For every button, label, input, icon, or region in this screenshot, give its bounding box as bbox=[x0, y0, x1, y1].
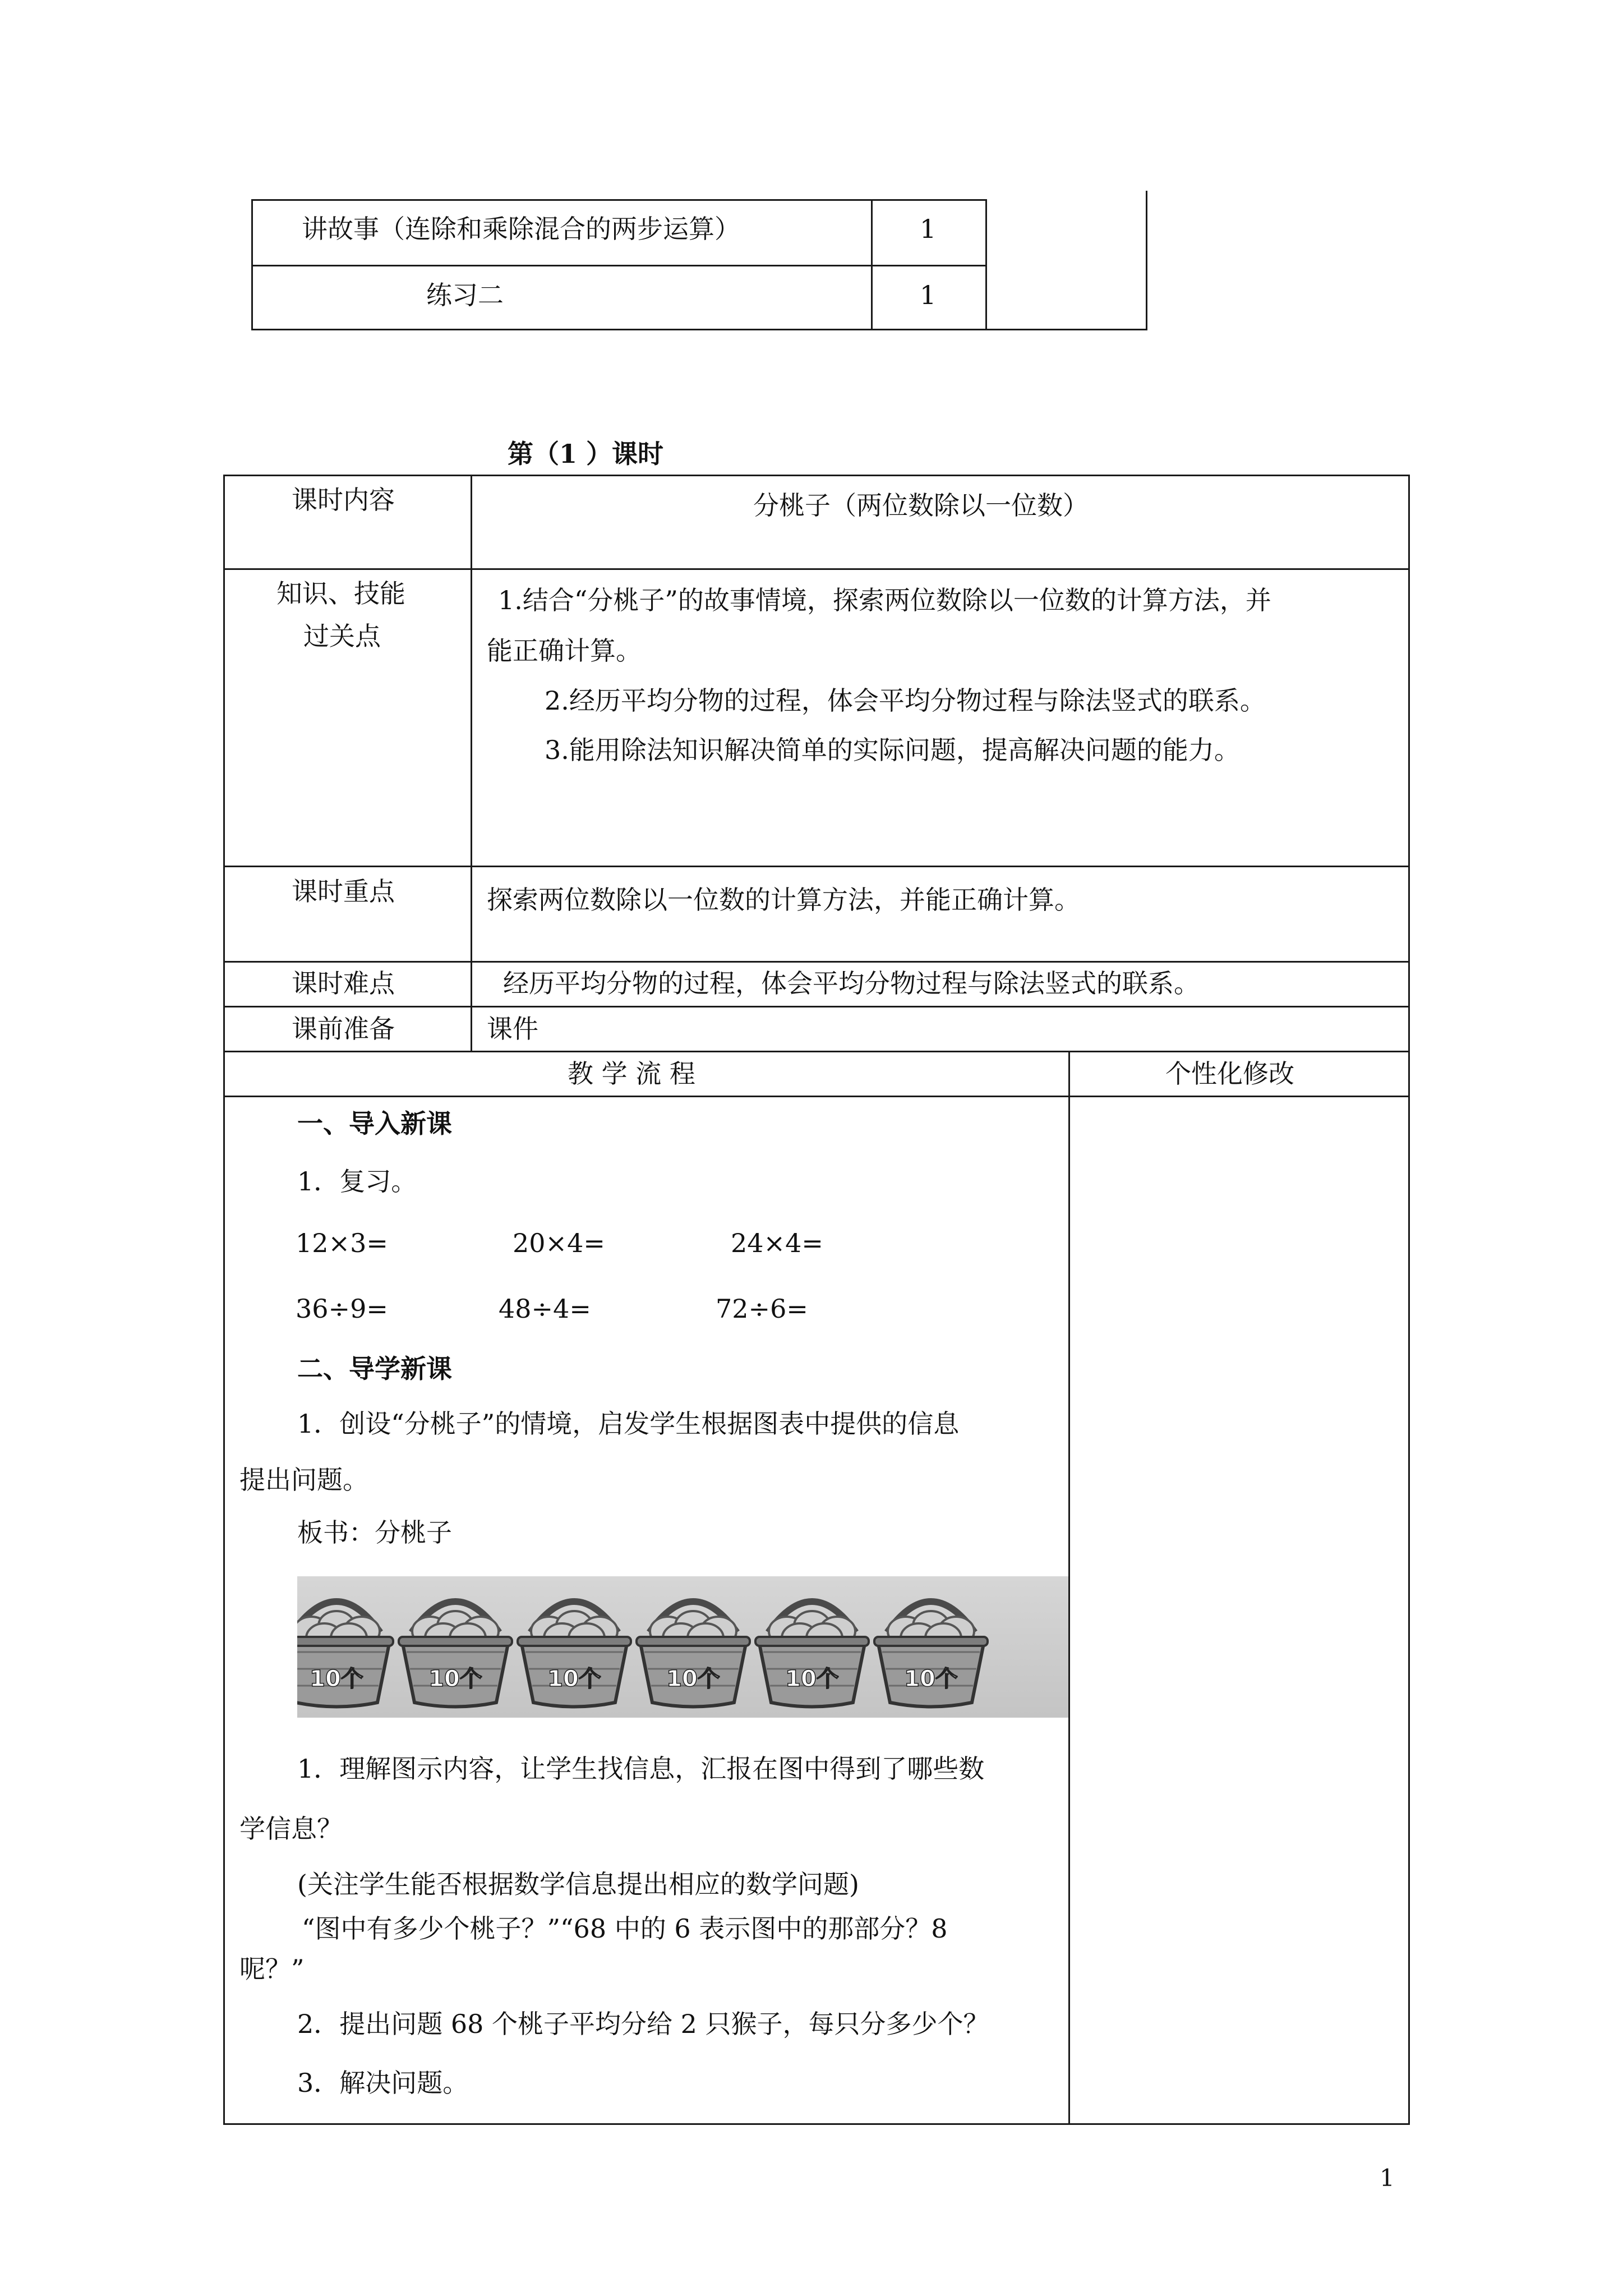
table-border bbox=[251, 199, 987, 201]
exercise: 24×4= bbox=[731, 1228, 823, 1258]
basket-icon bbox=[637, 1602, 750, 1707]
table-border bbox=[223, 866, 1410, 867]
label-prep: 课前准备 bbox=[292, 1014, 395, 1044]
basket-label: 10个 bbox=[904, 1666, 958, 1692]
basket-icon bbox=[874, 1602, 988, 1707]
table-row-hours: 1 bbox=[920, 214, 937, 244]
basket-icon bbox=[518, 1602, 631, 1707]
baskets-svg bbox=[297, 1576, 1068, 1718]
table-row-hours: 1 bbox=[920, 280, 937, 310]
exercise: 12×3= bbox=[296, 1228, 388, 1258]
table-border bbox=[471, 475, 472, 1052]
value-prep: 课件 bbox=[487, 1014, 538, 1044]
table-border bbox=[1146, 191, 1147, 330]
objective-line: 1.结合“分桃子”的故事情境，探索两位数除以一位数的计算方法，并 bbox=[498, 585, 1271, 615]
peach-baskets-image bbox=[297, 1576, 1068, 1718]
table-border bbox=[251, 265, 987, 266]
page-number: 1 bbox=[1380, 2164, 1395, 2192]
basket-icon bbox=[297, 1602, 393, 1707]
paragraph-line: 2．提出问题 68 个桃子平均分给 2 只猴子，每只分多少个？ bbox=[297, 2009, 989, 2039]
label-key: 课时重点 bbox=[292, 876, 395, 907]
table-border bbox=[1408, 475, 1410, 2125]
note-text: (关注学生能否根据数学信息提出相应的数学问题) bbox=[297, 1869, 859, 1899]
lesson-heading: 第（1 ）课时 bbox=[508, 439, 664, 469]
modify-header: 个性化修改 bbox=[1165, 1059, 1294, 1089]
table-border bbox=[223, 961, 1410, 963]
label-objectives: 过关点 bbox=[303, 621, 381, 651]
label-difficulty: 课时难点 bbox=[292, 968, 395, 999]
label-objectives: 知识、技能 bbox=[276, 578, 405, 609]
table-border bbox=[871, 199, 873, 330]
exercise: 48÷4= bbox=[499, 1294, 591, 1324]
exercise: 36÷9= bbox=[296, 1294, 388, 1324]
table-border bbox=[223, 1006, 1410, 1007]
objective-line: 能正确计算。 bbox=[487, 636, 642, 666]
paragraph-line: 3．解决问题。 bbox=[297, 2068, 469, 2098]
table-border bbox=[223, 568, 1410, 570]
basket-label: 10个 bbox=[666, 1666, 720, 1692]
table-border bbox=[223, 1051, 1410, 1052]
paragraph-line: 1．创设“分桃子”的情境，启发学生根据图表中提供的信息 bbox=[297, 1409, 960, 1439]
paragraph-line: 呢？” bbox=[239, 1954, 305, 1984]
paragraph-line: 提出问题。 bbox=[239, 1465, 368, 1495]
table-row-title: 讲故事（连除和乘除混合的两步运算） bbox=[302, 214, 740, 244]
table-border bbox=[223, 1096, 1410, 1097]
board-text: 板书：分桃子 bbox=[297, 1517, 452, 1548]
process-header: 教 学 流 程 bbox=[568, 1059, 695, 1089]
table-row-title: 练习二 bbox=[426, 280, 504, 310]
paragraph-line: “图中有多少个桃子？”“68 中的 6 表示图中的那部分？8 bbox=[302, 1913, 948, 1944]
objective-line: 3.能用除法知识解决简单的实际问题，提高解决问题的能力。 bbox=[545, 735, 1240, 765]
section-title: 一、导入新课 bbox=[297, 1108, 452, 1139]
basket-icon bbox=[755, 1602, 869, 1707]
basket-icon bbox=[399, 1602, 512, 1707]
basket-label: 10个 bbox=[310, 1666, 363, 1692]
value-content: 分桃子（两位数除以一位数） bbox=[753, 490, 1089, 521]
value-difficulty: 经历平均分物的过程，体会平均分物过程与除法竖式的联系。 bbox=[503, 968, 1200, 999]
table-border bbox=[251, 199, 253, 330]
table-border bbox=[223, 475, 1410, 476]
exercise: 20×4= bbox=[513, 1228, 605, 1258]
table-border bbox=[223, 475, 225, 2125]
basket-label: 10个 bbox=[785, 1666, 839, 1692]
table-border bbox=[251, 329, 1147, 330]
section-title: 二、导学新课 bbox=[297, 1354, 452, 1384]
table-border bbox=[223, 2123, 1410, 2125]
paragraph-line: 1．理解图示内容，让学生找信息，汇报在图中得到了哪些数 bbox=[297, 1754, 985, 1784]
label-content: 课时内容 bbox=[292, 485, 395, 515]
value-key: 探索两位数除以一位数的计算方法，并能正确计算。 bbox=[487, 885, 1080, 915]
review-item: 1．复习。 bbox=[297, 1166, 417, 1197]
paragraph-line: 学信息？ bbox=[239, 1814, 343, 1844]
objective-line: 2.经历平均分物的过程，体会平均分物过程与除法竖式的联系。 bbox=[545, 685, 1266, 716]
exercise: 72÷6= bbox=[716, 1294, 808, 1324]
table-border bbox=[1068, 1051, 1070, 2125]
table-border bbox=[985, 199, 987, 330]
basket-label: 10个 bbox=[547, 1666, 601, 1692]
basket-label: 10个 bbox=[428, 1666, 482, 1692]
